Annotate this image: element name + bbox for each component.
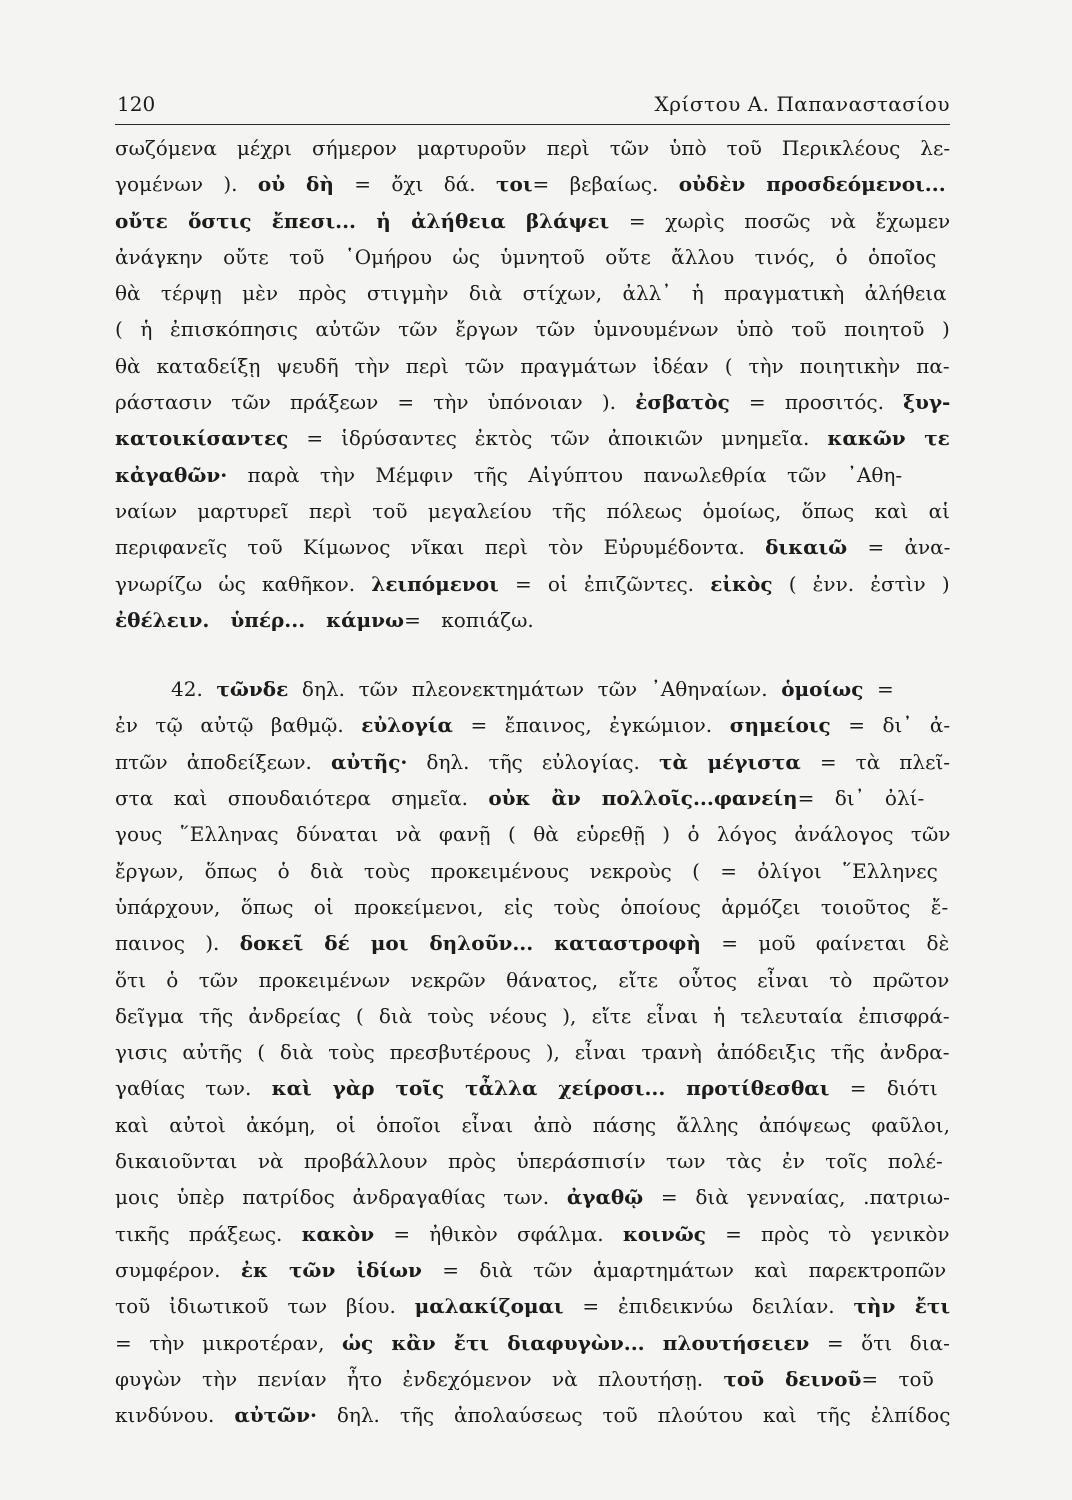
text-line xyxy=(115,998,955,1034)
gloss-text: = διότι xyxy=(829,1076,938,1101)
lemma: τὰ μέγιστα xyxy=(658,749,801,774)
lemma: τοῦ δεινοῦ xyxy=(723,1366,862,1391)
gloss-text: = ἠθικὸν σφάλμα. xyxy=(374,1221,623,1246)
gloss-text: = μοῦ φαίνεται δὲ xyxy=(700,931,950,956)
gloss-text: δεῖγμα τῆς ἀνδρείας ( διὰ τοὺς νέους ), εἴτε εἶναι ἡ τελευταία ἐπισφρά- xyxy=(115,1003,950,1028)
gloss-text: ναίων μαρτυρεῖ περὶ τοῦ μεγαλείου τῆς πόλεως ὁμοίως, ὅπως καὶ αἱ xyxy=(115,498,950,523)
gloss-text: φυγὼν τὴν πενίαν ἦτο ἐνδεχόμενον νὰ πλουτήσῃ. xyxy=(115,1366,724,1391)
text-line xyxy=(115,203,955,239)
text-line xyxy=(115,529,955,565)
text-line xyxy=(115,925,955,961)
lemma: ἐκ τῶν ἰδίων xyxy=(240,1257,422,1282)
gloss-text: συμφέρον. xyxy=(115,1257,241,1282)
text-line xyxy=(115,1361,955,1397)
gloss-text: = κοπιάζω. xyxy=(404,607,534,632)
gloss-text: μοις ὑπὲρ πατρίδος ἀνδραγαθίας των. xyxy=(115,1185,567,1210)
text-line xyxy=(115,130,955,166)
text-line xyxy=(115,1252,955,1288)
gloss-text: = ἐπιδεικνύω δειλίαν. xyxy=(563,1294,854,1319)
text-line xyxy=(115,671,955,707)
gloss-text: = xyxy=(863,677,894,702)
gloss-text: = ἱδρύσαντες ἐκτὸς τῶν ἀποικιῶν μνημεῖα. xyxy=(288,426,828,451)
gloss-text: = διὰ τῶν ἁμαρτημάτων καὶ παρεκτροπῶν xyxy=(421,1257,947,1282)
gloss-text: γομένων ). xyxy=(115,172,258,197)
gloss-text: = βεβαίως. xyxy=(532,172,679,197)
lemma: τοι xyxy=(496,172,533,197)
gloss-text: θὰ καταδείξῃ ψευδῆ τὴν περὶ τῶν πραγμάτων ἰδέαν ( τὴν ποιητικὴν πα- xyxy=(115,353,950,378)
gloss-text: = δι᾽ ἀ- xyxy=(830,713,951,738)
lemma: ἐσβατὸς xyxy=(635,390,730,415)
gloss-text: κινδύνου. xyxy=(115,1403,235,1428)
gloss-text: δηλ. τῶν πλεονεκτημάτων τῶν ᾽Αθηναίων. xyxy=(288,677,782,702)
lemma: λειπόμενοι xyxy=(371,571,499,596)
text-line xyxy=(115,1325,955,1361)
gloss-text: θὰ τέρψῃ μὲν πρὸς στιγμὴν διὰ στίχων, ἀλλ᾽ ἡ πραγματικὴ ἀλήθεια xyxy=(115,281,947,306)
lemma: οὐδὲν προσδεόμενοι... xyxy=(678,172,946,197)
text-line xyxy=(115,816,955,852)
lemma: δοκεῖ δέ μοι δηλοῦν... καταστροφὴ xyxy=(239,931,701,956)
gloss-text: δηλ. τῆς εὐλογίας. xyxy=(407,749,659,774)
gloss-text: ὑπάρχουν, ὅπως οἱ προκείμενοι, εἰς τοὺς ὁποίους ἁρμόζει τοιοῦτος ἔ- xyxy=(115,894,949,919)
text-line xyxy=(115,275,955,311)
lemma: ἐθέλειν. ὑπέρ... κάμνω xyxy=(115,607,405,632)
text-line xyxy=(115,384,955,420)
text-line xyxy=(115,457,955,493)
lemma: ξυγ- xyxy=(903,390,951,415)
body-text xyxy=(115,130,955,1433)
gloss-text: = ἔπαινος, ἐγκώμιον. xyxy=(452,713,730,738)
gloss-text: = διὰ γενναίας, .πατριω- xyxy=(643,1185,950,1210)
lemma: δικαιῶ xyxy=(765,535,848,560)
gloss-text: τικῆς πράξεως. xyxy=(115,1221,302,1246)
text-line xyxy=(115,348,955,384)
lemma: οὐ δὴ xyxy=(257,172,334,197)
gloss-text: παρὰ τὴν Μέμφιν τῆς Αἰγύπτου πανωλεθρία τῶν ᾽Αθη- xyxy=(227,462,903,487)
text-line xyxy=(115,1070,955,1106)
gloss-text: πτῶν ἀποδείξεων. xyxy=(115,749,331,774)
lemma: ὁμοίως xyxy=(781,677,864,702)
lemma: κοινῶς xyxy=(622,1221,706,1246)
lemma: μαλακίζομαι xyxy=(414,1294,564,1319)
gloss-text: δικαιοῦνται νὰ προβάλλουν πρὸς ὑπεράσπισίν των τὰς ἐν τοῖς πολέ- xyxy=(115,1149,943,1174)
gloss-text: παινος ). xyxy=(115,931,240,956)
lemma: κατοικίσαντες xyxy=(115,426,289,451)
gloss-text: 42. xyxy=(171,677,217,702)
gloss-text: ἀνάγκην οὔτε τοῦ ῾Ομήρου ὡς ὑμνητοῦ οὔτε ἄλλου τινός, ὁ ὁποῖος xyxy=(115,244,937,269)
text-line xyxy=(115,707,955,743)
gloss-text: ράστασιν τῶν πράξεων = τὴν ὑπόνοιαν ). xyxy=(115,390,636,415)
gloss-text: γαθίας των. xyxy=(115,1076,272,1101)
gloss-text: ἔργων, ὅπως ὁ διὰ τοὺς προκειμένους νεκροὺς ( = ὀλίγοι ῞Ελληνες xyxy=(115,858,938,883)
text-line xyxy=(115,780,955,816)
gloss-text: στα καὶ σπουδαιότερα σημεῖα. xyxy=(115,786,489,811)
text-line xyxy=(115,1034,955,1070)
text-line xyxy=(115,239,955,275)
text-line xyxy=(115,962,955,998)
gloss-text: = τοῦ xyxy=(861,1366,934,1391)
lemma: εὐλογία xyxy=(361,713,453,738)
gloss-text: γνωρίζω ὡς καθῆκον. xyxy=(115,571,372,596)
gloss-text: ἐν τῷ αὐτῷ βαθμῷ. xyxy=(115,713,362,738)
text-line xyxy=(115,1107,955,1143)
lemma: οὔτε ὅστις ἔπεσι... ἡ ἀλήθεια βλάψει xyxy=(115,208,610,233)
lemma: κἀγαθῶν· xyxy=(115,462,228,487)
gloss-text: = δι᾽ ὀλί- xyxy=(797,786,925,811)
gloss-text: = χωρὶς ποσῶς νὰ ἔχωμεν xyxy=(609,208,951,233)
text-line xyxy=(115,311,955,347)
gloss-text: γισις αὐτῆς ( διὰ τοὺς πρεσβυτέρους ), εἶναι τρανὴ ἀπόδειξις τῆς ἀνδρα- xyxy=(115,1040,950,1065)
gloss-text: περιφανεῖς τοῦ Κίμωνος νῖκαι περὶ τὸν Εὐρυμέδοντα. xyxy=(115,535,766,560)
lemma: ἀγαθῷ xyxy=(566,1185,644,1210)
lemma: ὡς κἂν ἔτι διαφυγὼν... πλουτήσειεν xyxy=(341,1330,810,1355)
lemma: καὶ γὰρ τοῖς τἆλλα χείροσι... προτίθεσθαι xyxy=(271,1076,830,1101)
text-line xyxy=(115,889,955,925)
gloss-text: = πρὸς τὸ γενικὸν xyxy=(705,1221,950,1246)
text-line xyxy=(115,166,955,202)
paragraph-gap xyxy=(115,638,955,671)
lemma: οὐκ ἂν πολλοῖς...φανείη xyxy=(488,786,798,811)
gloss-text: = προσιτός. xyxy=(729,390,904,415)
text-line xyxy=(115,853,955,889)
gloss-text: = ἀνα- xyxy=(847,535,951,560)
gloss-text: καὶ αὐτοὶ ἀκόμη, οἱ ὁποῖοι εἶναι ἀπὸ πάσης ἄλλης ἀπόψεως φαῦλοι, xyxy=(115,1112,951,1137)
lemma: τῶνδε xyxy=(216,677,289,702)
text-line xyxy=(115,1179,955,1215)
text-line xyxy=(115,493,955,529)
gloss-text: δηλ. τῆς ἀπολαύσεως τοῦ πλούτου καὶ τῆς ἐλπίδος xyxy=(316,1403,951,1428)
gloss-text: ( ἐνν. ἐστὶν ) xyxy=(772,571,950,596)
lemma: κακὸν xyxy=(301,1221,375,1246)
gloss-text: = ὄχι δά. xyxy=(333,172,497,197)
text-line xyxy=(115,420,955,456)
page-number: 120 xyxy=(117,92,156,116)
text-line xyxy=(115,566,955,602)
gloss-text: = οἱ ἐπιζῶντες. xyxy=(498,571,711,596)
gloss-text: = τὰ πλεῖ- xyxy=(800,749,951,774)
text-line xyxy=(115,1216,955,1252)
gloss-text: ( ἡ ἐπισκόπησις αὐτῶν τῶν ἔργων τῶν ὑμνουμένων ὑπὸ τοῦ ποιητοῦ ) xyxy=(115,317,950,342)
text-line xyxy=(115,602,955,638)
running-head: Χρίστου Α. Παπαναστασίου xyxy=(654,92,950,116)
page-header xyxy=(115,88,950,125)
gloss-text: ὅτι ὁ τῶν προκειμένων νεκρῶν θάνατος, εἴτε οὗτος εἶναι τὸ πρῶτον xyxy=(115,967,950,992)
lemma: κακῶν τε xyxy=(827,426,950,451)
gloss-text: = τὴν μικροτέραν, xyxy=(115,1330,342,1355)
lemma: εἰκὸς xyxy=(710,571,773,596)
lemma: σημείοις xyxy=(729,713,831,738)
gloss-text: γους ῞Ελληνας δύναται νὰ φανῇ ( θὰ εὑρεθῇ ) ὁ λόγος ἀνάλογος τῶν xyxy=(115,822,951,847)
gloss-text: σωζόμενα μέχρι σήμερον μαρτυροῦν περὶ τῶν ὑπὸ τοῦ Περικλέους λε- xyxy=(115,136,951,160)
lemma: αὐτῶν· xyxy=(234,1403,317,1428)
text-line xyxy=(115,1143,955,1179)
gloss-text: τοῦ ἰδιωτικοῦ των βίου. xyxy=(115,1294,415,1319)
text-line xyxy=(115,744,955,780)
lemma: τὴν ἔτι xyxy=(853,1294,951,1319)
gloss-text: = ὅτι δια- xyxy=(809,1330,950,1355)
text-line xyxy=(115,1288,955,1324)
text-line xyxy=(115,1397,955,1433)
lemma: αὐτῆς· xyxy=(330,749,408,774)
